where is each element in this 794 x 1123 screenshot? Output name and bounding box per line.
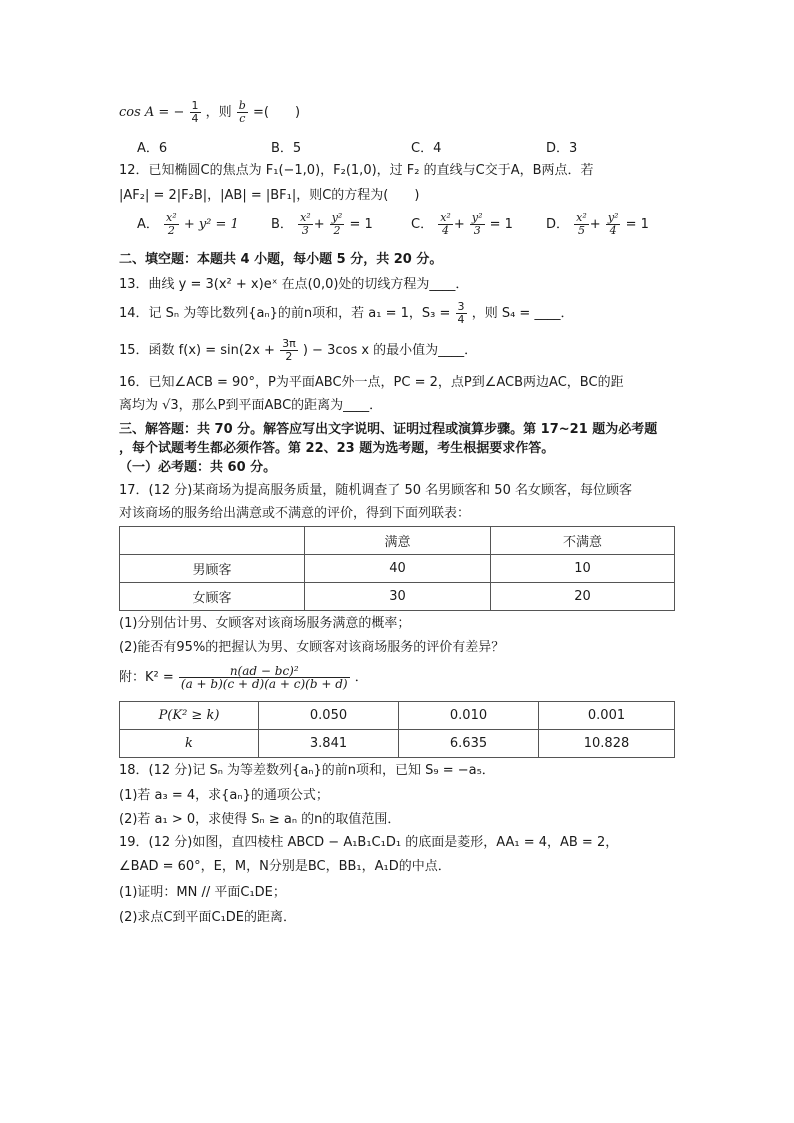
q11-option-b[interactable]: B．5: [271, 141, 302, 156]
q18-part1: (1)若 a₃ = 4，求{aₙ}的通项公式；: [119, 788, 329, 803]
q11-option-c[interactable]: C．4: [411, 141, 442, 156]
table-cell: 男顾客: [120, 555, 305, 583]
table-header-cell: [120, 527, 305, 555]
section-3-heading-line1: 三、解答题：共 70 分。解答应写出文字说明、证明过程或演算步骤。第 17~21 题为必考题: [119, 422, 658, 437]
q12-line2: |AF₂| = 2|F₂B|，|AB| = |BF₁|，则C的方程为( ): [119, 188, 420, 203]
q17-part2: (2)能否有95%的把握认为男、女顾客对该商场服务的评价有差异？: [119, 640, 505, 655]
q18-part2: (2)若 a₁ > 0，求使得 Sₙ ≥ aₙ 的n的取值范围．: [119, 812, 401, 827]
q14: 14．记 Sₙ 为等比数列{aₙ}的前n项和，若 a₁ = 1，S₃ = $\frac{3}{4}$ ，则 S₄ = ____．: [119, 300, 574, 326]
fraction: $\frac{1}{4}$: [191, 99, 199, 125]
q19-part2: (2)求点C到平面C₁DE的距离．: [119, 910, 297, 925]
table-cell: 0.050: [259, 702, 399, 730]
table-cell: 10.828: [539, 730, 675, 758]
q12-option-b[interactable]: B． $\frac{\text{x²}}{3}$ + $\frac{\text{y²}}{2}$ = 1: [271, 211, 373, 237]
table-cell: 20: [491, 583, 675, 611]
q19-part1: (1)证明：MN // 平面C₁DE；: [119, 885, 286, 900]
table-cell: 3.841: [259, 730, 399, 758]
table-cell: 女顾客: [120, 583, 305, 611]
q11-condition: cos A = − $\frac{1}{4}$ ，则 $\frac{b}{c}$ =( ): [119, 99, 301, 125]
q12-option-c[interactable]: C． $\frac{\text{x²}}{4}$ + $\frac{\text{y²}}{3}$ = 1: [411, 211, 513, 237]
q17-line1: 17．(12 分)某商场为提高服务质量，随机调查了 50 名男顾客和 50 名女顾客，每位顾客: [119, 483, 632, 498]
table-cell: k: [120, 730, 259, 758]
table-cell: 10: [491, 555, 675, 583]
table-cell: 40: [305, 555, 491, 583]
q17-formula: 附：K² = $\frac{\text{n(ad − bc)²}}{(a + b)(c + d)(a + c)(b + d)}$ ．: [119, 664, 368, 691]
q17-part1: (1)分别估计男、女顾客对该商场服务满意的概率；: [119, 616, 411, 631]
table-cell: P(K² ≥ k): [120, 702, 259, 730]
q13: 13．曲线 y = 3(x² + x)eˣ 在点(0,0)处的切线方程为____．: [119, 277, 469, 292]
q11-option-d[interactable]: D．3: [546, 141, 578, 156]
table-header-cell: 满意: [305, 527, 491, 555]
q16-line1: 16．已知∠ACB = 90°，P为平面ABC外一点，PC = 2，点P到∠ACB两边AC，BC的距: [119, 375, 624, 390]
table-cell: 30: [305, 583, 491, 611]
fraction: $\frac{b}{c}$: [238, 99, 246, 125]
table-cell: 0.010: [399, 702, 539, 730]
table-row: [120, 527, 675, 555]
section-3-heading-line2: ，每个试题考生都必须作答。第 22、23 题为选考题，考生根据要求作答。: [119, 441, 555, 456]
critical-value-table: [119, 701, 675, 758]
table-row: [120, 555, 675, 583]
contingency-table: [119, 526, 675, 611]
table-header-cell: 不满意: [491, 527, 675, 555]
q11-option-a[interactable]: A．6: [137, 141, 168, 156]
table-row: [120, 702, 675, 730]
q17-line2: 对该商场的服务给出满意或不满意的评价，得到下面列联表：: [119, 506, 471, 521]
q19-line2: ∠BAD = 60°，E，M，N分别是BC，BB₁，A₁D的中点．: [119, 859, 451, 874]
q15: 15．函数 f(x) = sin(2x + $\frac{3\pi}{2}$ ) − 3cos x 的最小值为____．: [119, 337, 478, 363]
table-row: [120, 583, 675, 611]
q12-line1: 12．已知椭圆C的焦点为 F₁(−1,0)，F₂(1,0)，过 F₂ 的直线与C交于A，B两点．若: [119, 163, 594, 178]
q19-line1: 19．(12 分)如图，直四棱柱 ABCD − A₁B₁C₁D₁ 的底面是菱形，AA₁ = 4，AB = 2，: [119, 835, 619, 850]
table-cell: 6.635: [399, 730, 539, 758]
q16-line2: 离均为 √3，那么P到平面ABC的距离为____．: [119, 398, 383, 413]
q12-option-a[interactable]: A． $\frac{\text{x²}}{2}$ + y² = 1: [137, 211, 239, 237]
q18-line1: 18．(12 分)记 Sₙ 为等差数列{aₙ}的前n项和，已知 S₉ = −a₅．: [119, 763, 495, 778]
table-row: [120, 730, 675, 758]
table-cell: 0.001: [539, 702, 675, 730]
q12-option-d[interactable]: D． $\frac{\text{x²}}{5}$ + $\frac{\text{y²}}{4}$ = 1: [546, 211, 649, 237]
section-2-heading: 二、填空题：本题共 4 小题，每小题 5 分，共 20 分。: [119, 252, 443, 267]
section-3-subheading: （一）必考题：共 60 分。: [119, 460, 277, 475]
